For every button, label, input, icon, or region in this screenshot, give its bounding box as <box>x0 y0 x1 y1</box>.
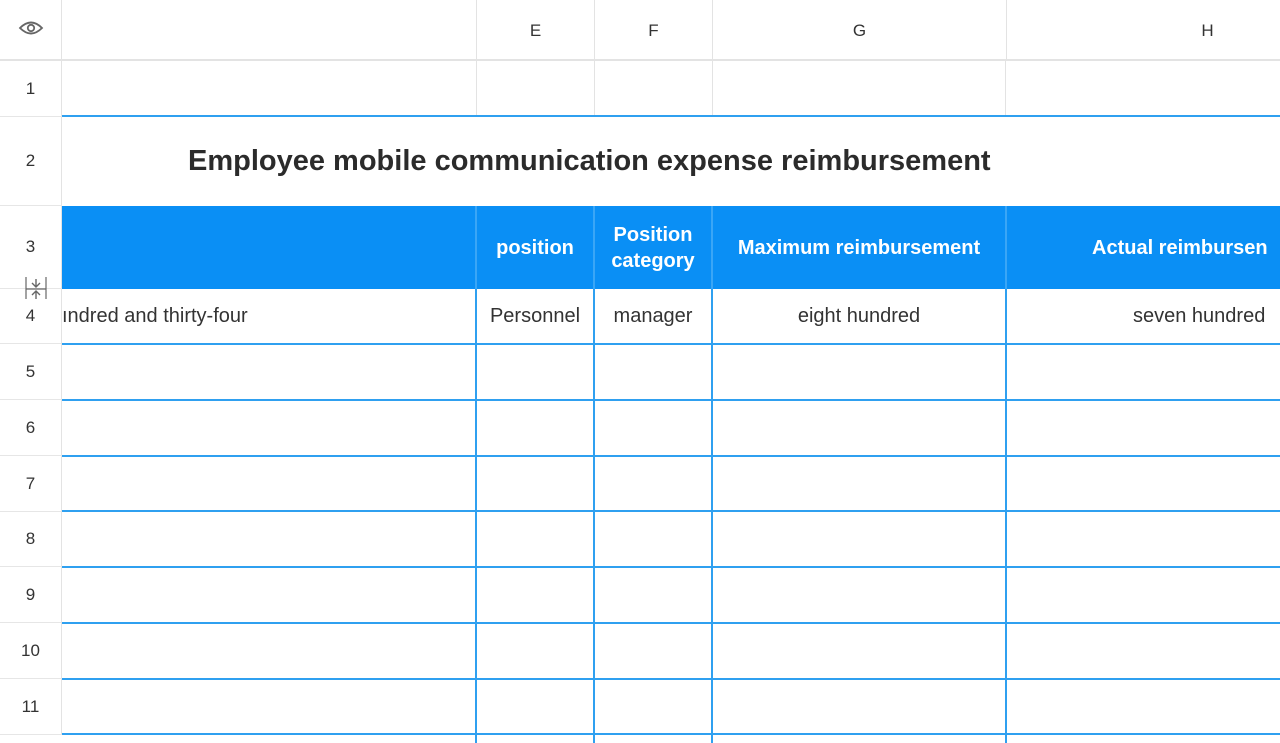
grid-line <box>593 206 595 289</box>
eye-icon[interactable] <box>18 19 44 42</box>
select-all-corner[interactable] <box>0 0 62 61</box>
grid-line <box>62 399 1280 401</box>
column-header-h[interactable]: H <box>1006 0 1280 61</box>
freeze-rows-handle-icon[interactable] <box>24 276 48 300</box>
grid-line <box>1005 206 1007 289</box>
grid-line <box>475 206 477 289</box>
row-header-8[interactable]: 8 <box>0 512 62 567</box>
row-header-3[interactable]: 3 <box>0 206 62 289</box>
row-header-10[interactable]: 10 <box>0 623 62 679</box>
cell-maximum-reimbursement[interactable]: eight hundred <box>797 305 921 327</box>
grid-line <box>62 622 1280 624</box>
grid-line <box>594 61 595 117</box>
header-position-category[interactable] <box>594 206 712 289</box>
grid-line <box>62 733 1280 735</box>
row-header-7[interactable]: 7 <box>0 456 62 512</box>
row-header-1[interactable]: 1 <box>0 61 62 117</box>
header-position-category-line2: category <box>611 249 695 272</box>
row-header-11[interactable]: 11 <box>0 679 62 735</box>
grid-line <box>62 343 1280 345</box>
grid-line <box>62 678 1280 680</box>
cell-actual-reimbursement[interactable]: seven hundred <box>1133 305 1266 327</box>
column-header-g[interactable]: G <box>712 0 1006 61</box>
cell-position-category[interactable]: manager <box>613 305 693 327</box>
row-header-2[interactable]: 2 <box>0 117 62 206</box>
row-header-5[interactable]: 5 <box>0 344 62 400</box>
header-actual-reimbursement[interactable]: Actual reimbursen <box>1092 236 1268 259</box>
row-header-4[interactable]: 4 <box>0 289 62 344</box>
row-header-6[interactable]: 6 <box>0 400 62 456</box>
grid-line <box>712 61 713 117</box>
cell-name-fragment[interactable]: ındred and thirty-four <box>62 305 248 327</box>
header-maximum-reimbursement[interactable]: Maximum reimbursement <box>737 236 981 259</box>
grid-line <box>711 206 713 289</box>
grid-line <box>62 566 1280 568</box>
cell-position[interactable]: Personnel <box>489 305 581 327</box>
column-header-e[interactable]: E <box>476 0 594 61</box>
grid-line <box>62 510 1280 512</box>
row-header-9[interactable]: 9 <box>0 567 62 623</box>
sheet-title[interactable]: Employee mobile communication expense reimbursement <box>188 145 991 177</box>
grid-line <box>476 61 477 117</box>
grid-line <box>1005 61 1006 117</box>
column-header-f[interactable]: F <box>594 0 712 61</box>
header-position-category-line1: Position <box>613 223 693 246</box>
grid-line <box>62 455 1280 457</box>
header-position[interactable]: position <box>496 236 574 259</box>
